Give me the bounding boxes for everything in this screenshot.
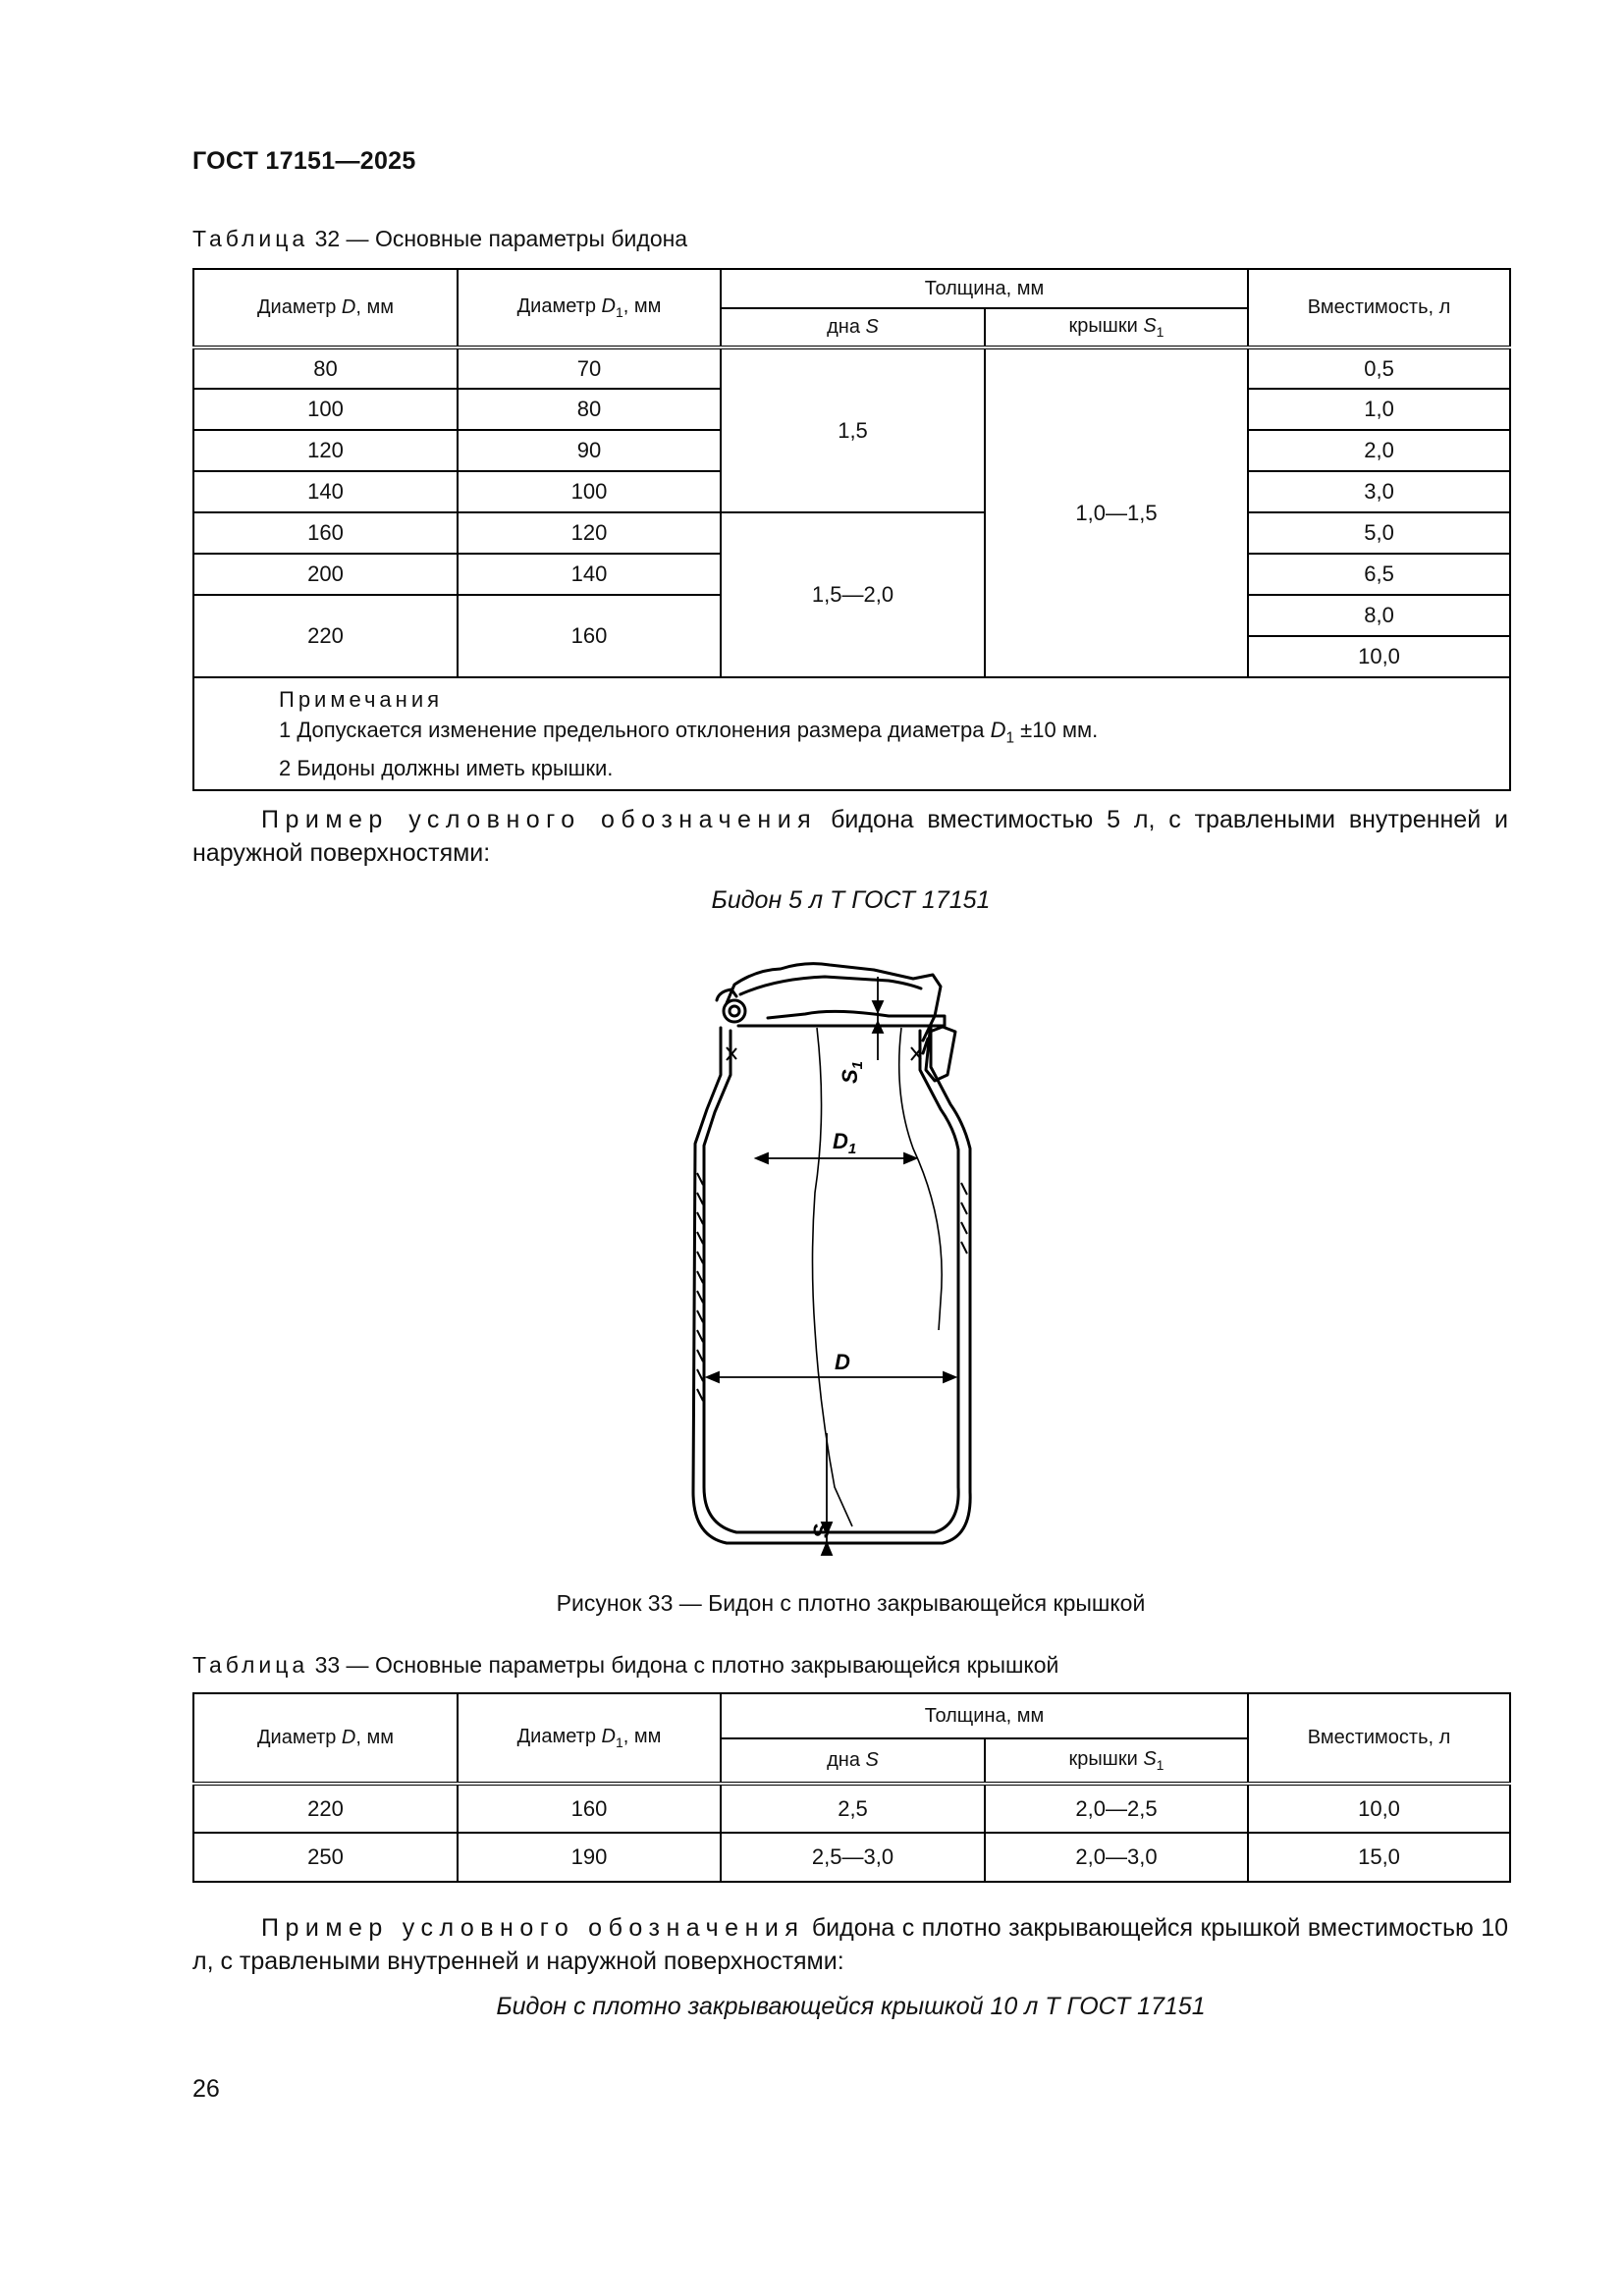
table32-caption-text: 32 — Основные параметры бидона xyxy=(314,226,688,251)
label-d: D xyxy=(835,1350,850,1374)
table-cell: 8,0 xyxy=(1248,595,1510,636)
table-cell: 6,5 xyxy=(1248,554,1510,595)
table32-caption-label: Таблица xyxy=(192,226,309,251)
table33-header-diam-d1: Диаметр $D_1$, мм xyxy=(458,1693,721,1784)
example2-lead: Пример условного обозначения xyxy=(261,1914,805,1942)
table-row xyxy=(193,512,1510,554)
milk-can-drawing xyxy=(677,937,1031,1566)
table-cell: 1,5 xyxy=(721,347,985,512)
table33 xyxy=(192,1692,1511,1883)
label-d1: $D_1$ xyxy=(833,1129,857,1157)
table32-notes xyxy=(193,677,1510,790)
table33-header-bottom: дна S xyxy=(721,1738,985,1784)
table-cell: 3,0 xyxy=(1248,471,1510,512)
table-cell: 160 xyxy=(193,512,458,554)
page-number: 26 xyxy=(192,2075,220,2103)
table32 xyxy=(192,268,1511,791)
table32-caption xyxy=(192,226,687,252)
table-cell: 2,0—3,0 xyxy=(985,1833,1248,1882)
note-2: 2 Бидоны должны иметь крышки. xyxy=(279,756,614,781)
table32-notes-row xyxy=(193,677,1510,790)
table-cell: 140 xyxy=(193,471,458,512)
table-cell: 220 xyxy=(193,595,458,677)
example2-text: бидона с плотно закрывающейся крышкой вместимостью 10 л, с травлеными внутренней и наружной поверхностями: xyxy=(192,1914,1509,1975)
table33-caption-text: 33 — Основные параметры бидона с плотно закрывающейся крышкой xyxy=(314,1652,1059,1678)
figure-caption: Рисунок 33 — Бидон с плотно закрывающейся крышкой xyxy=(556,1590,1146,1616)
table32-header-diam-d: Диаметр D, мм xyxy=(193,269,458,347)
table-row xyxy=(193,1784,1510,1833)
table33-header-thickness: Толщина, мм xyxy=(721,1693,1248,1738)
table32-header-diam-d1: Диаметр $D_1$, мм xyxy=(458,269,721,347)
table-cell: 2,0 xyxy=(1248,430,1510,471)
table-row xyxy=(193,1833,1510,1882)
table-cell: 100 xyxy=(458,471,721,512)
table-cell: 10,0 xyxy=(1248,1784,1510,1833)
table33-header-lid: крышки $S_1$ xyxy=(985,1738,1248,1784)
table-cell: 1,0 xyxy=(1248,389,1510,430)
table-cell: 15,0 xyxy=(1248,1833,1510,1882)
table-cell: 80 xyxy=(458,389,721,430)
table-cell: 190 xyxy=(458,1833,721,1882)
table32-header-bottom: дна S xyxy=(721,308,985,347)
table-cell: 2,5 xyxy=(721,1784,985,1833)
table-cell: 5,0 xyxy=(1248,512,1510,554)
table-cell: 160 xyxy=(458,1784,721,1833)
table-cell: 1,0—1,5 xyxy=(985,347,1248,677)
example1-paragraph xyxy=(192,803,1508,870)
notes-title: Примечания xyxy=(279,687,444,712)
table-cell: 2,5—3,0 xyxy=(721,1833,985,1882)
table-cell: 120 xyxy=(193,430,458,471)
table33-header-capacity: Вместимость, л xyxy=(1248,1693,1510,1784)
document-header: ГОСТ 17151—2025 xyxy=(192,147,416,175)
table-cell: 2,0—2,5 xyxy=(985,1784,1248,1833)
table33-header-diam-d: Диаметр D, мм xyxy=(193,1693,458,1784)
table-cell: 90 xyxy=(458,430,721,471)
table-cell: 1,5—2,0 xyxy=(721,512,985,677)
note-1: 1 Допускается изменение предельного отклонения размера диаметра $D_1 \pm 10$ мм. xyxy=(279,718,1099,747)
table-cell: 200 xyxy=(193,554,458,595)
table32-header-thickness: Толщина, мм xyxy=(721,269,1248,308)
table-cell: 250 xyxy=(193,1833,458,1882)
table-cell: 140 xyxy=(458,554,721,595)
label-s: S xyxy=(809,1523,834,1538)
example2-designation: Бидон с плотно закрывающейся крышкой 10 л Т ГОСТ 17151 xyxy=(496,1993,1206,2020)
table-row xyxy=(193,347,1510,389)
table32-header-lid: крышки $S_1$ xyxy=(985,308,1248,347)
label-s1: $S_1$ xyxy=(838,1060,866,1084)
table-cell: 0,5 xyxy=(1248,347,1510,389)
example1-designation: Бидон 5 л Т ГОСТ 17151 xyxy=(711,886,991,914)
table32-header-capacity: Вместимость, л xyxy=(1248,269,1510,347)
table-cell: 80 xyxy=(193,347,458,389)
example2-paragraph xyxy=(192,1911,1508,1978)
table-cell: 70 xyxy=(458,347,721,389)
table33-caption-label: Таблица xyxy=(192,1652,309,1678)
table33-caption xyxy=(192,1652,1058,1679)
example1-lead: Пример условного обозначения xyxy=(261,806,818,833)
table-cell: 120 xyxy=(458,512,721,554)
table-cell: 10,0 xyxy=(1248,636,1510,677)
table-cell: 160 xyxy=(458,595,721,677)
table-cell: 220 xyxy=(193,1784,458,1833)
example1-text: бидона вместимостью 5 л, с травлеными внутренней и наружной поверхностями: xyxy=(192,806,1508,867)
table-cell: 100 xyxy=(193,389,458,430)
